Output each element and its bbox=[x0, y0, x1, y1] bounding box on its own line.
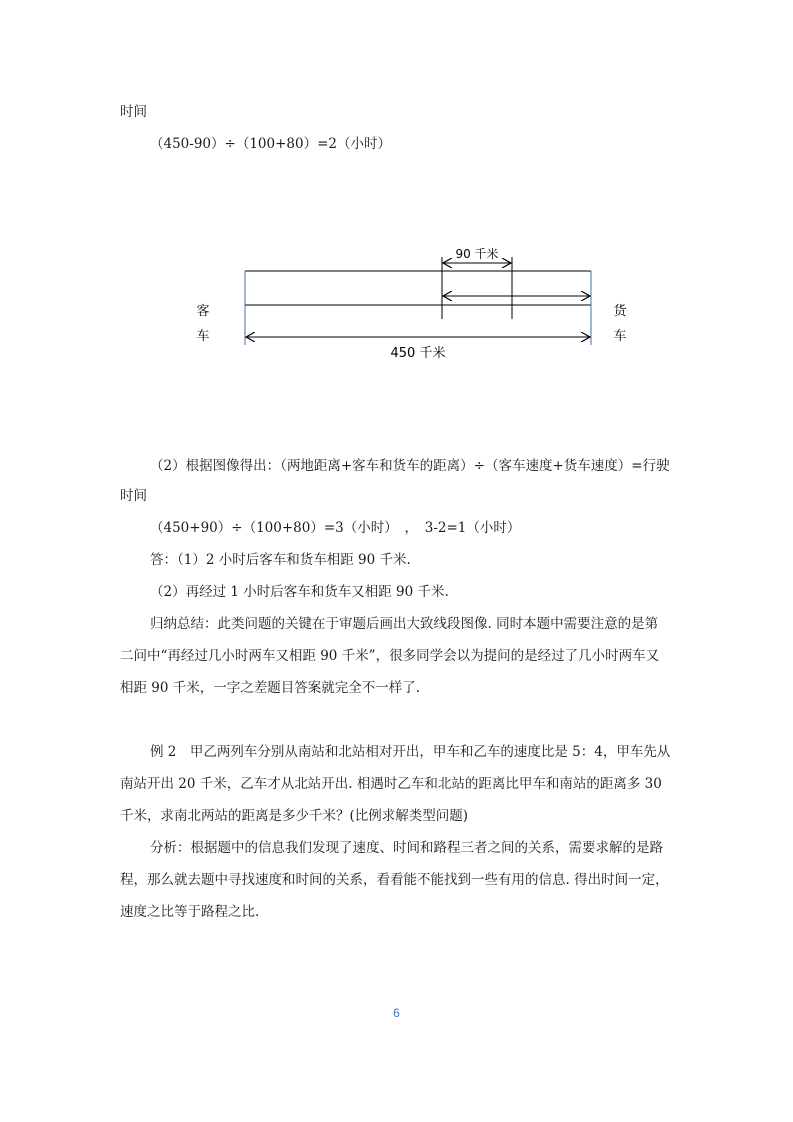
segment-diagram bbox=[0, 235, 793, 435]
label-passenger-car-1: 客 bbox=[196, 304, 210, 319]
label-passenger-car-2: 车 bbox=[196, 329, 210, 344]
summary-line: 相距 90 千米，一字之差题目答案就完全不一样了. bbox=[120, 680, 421, 696]
label-freight-car-1: 货 bbox=[613, 304, 627, 319]
label-90km: 90 千米 bbox=[455, 247, 499, 261]
text-line: （2）根据图像得出：（两地距离+客车和货车的距离）÷（客车速度+货车速度）=行驶 bbox=[150, 458, 670, 474]
label-freight-car-2: 车 bbox=[613, 329, 627, 344]
label-450km: 450 千米 bbox=[390, 346, 446, 361]
example-line: 例 2 甲乙两列车分别从南站和北站相对开出，甲车和乙车的速度比是 5：4，甲车先从 bbox=[150, 744, 671, 760]
text-line: 时间 bbox=[120, 488, 147, 504]
answer-line: （2）再经过 1 小时后客车和货车又相距 90 千米. bbox=[150, 584, 449, 600]
formula-line: （450-90）÷（100+80）=2（小时） bbox=[150, 136, 391, 152]
page-number: 6 bbox=[393, 1006, 400, 1020]
summary-line: 归纳总结：此类问题的关键在于审题后画出大致线段图像. 同时本题中需要注意的是第 bbox=[150, 616, 659, 632]
analysis-line: 分析：根据题中的信息我们发现了速度、时间和路程三者之间的关系，需要求解的是路 bbox=[150, 840, 663, 856]
example-line: 南站开出 20 千米，乙车才从北站开出. 相遇时乙车和北站的距离比甲车和南站的距离多 30 bbox=[120, 776, 662, 792]
analysis-line: 速度之比等于路程之比. bbox=[120, 904, 260, 920]
answer-line: 答：（1）2 小时后客车和货车相距 90 千米. bbox=[150, 552, 411, 568]
summary-line: 二问中“再经过几小时两车又相距 90 千米”，很多同学会以为提问的是经过了几小时两车又 bbox=[120, 648, 660, 664]
formula-line: （450+90）÷（100+80）=3（小时） ， 3-2=1（小时） bbox=[150, 520, 521, 536]
example-line: 千米，求南北两站的距离是多少千米？(比例求解类型问题) bbox=[120, 808, 469, 824]
analysis-line: 程，那么就去题中寻找速度和时间的关系，看看能不能找到一些有用的信息. 得出时间一定， bbox=[120, 872, 669, 888]
text-line: 时间 bbox=[120, 104, 147, 120]
